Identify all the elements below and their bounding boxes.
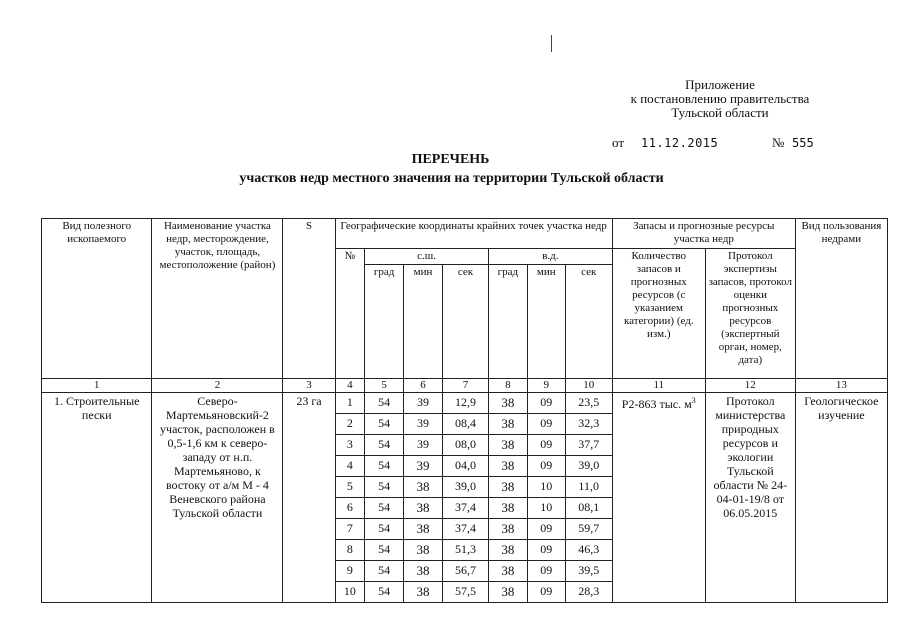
north-min: 39 [404,435,443,456]
north-grad: 54 [365,435,404,456]
mineral-type: 1. Строительные пески [42,393,152,603]
east-sec: 59,7 [565,519,612,540]
east-min: 09 [527,414,565,435]
point-number: 6 [335,498,365,519]
east-min: 09 [527,435,565,456]
point-number: 5 [335,477,365,498]
north-sec: 37,4 [442,498,488,519]
column-number: 7 [442,379,488,393]
column-number: 1 [42,379,152,393]
north-sec: 37,4 [442,519,488,540]
header-north: с.ш. [365,249,489,265]
north-grad: 54 [365,393,404,414]
column-number: 12 [705,379,795,393]
north-min: 39 [404,393,443,414]
north-min: 38 [404,540,443,561]
column-number: 8 [488,379,527,393]
appendix-line: Приложение [685,77,755,92]
north-grad: 54 [365,456,404,477]
unit-superscript: 3 [691,396,696,405]
column-number-row [42,379,888,393]
document-title: ПЕРЕЧЕНЬ [411,152,490,167]
east-grad: 38 [488,498,527,519]
north-min: 38 [404,561,443,582]
document-subtitle: участков недр местного значения на территории Тульской области [239,171,664,186]
east-sec: 28,3 [565,582,612,603]
north-grad: 54 [365,540,404,561]
north-sec: 39,0 [442,477,488,498]
header-e-sec: сек [565,265,612,379]
header-type: Вид полезного ископаемого [42,219,152,379]
usage-type: Геологическое изучение [795,393,887,603]
east-grad: 38 [488,414,527,435]
site-name: Северо-Мартемьяновский-2 участок, расположен в 0,5-1,6 км к северо-западу от н.п. Мартемьяново, к востоку от а/м М - 4 Веневского района Тульской области [152,393,283,603]
column-number: 6 [404,379,443,393]
north-sec: 57,5 [442,582,488,603]
east-min: 09 [527,393,565,414]
east-min: 09 [527,582,565,603]
north-min: 39 [404,414,443,435]
north-grad: 54 [365,561,404,582]
column-number: 13 [795,379,887,393]
east-sec: 23,5 [565,393,612,414]
east-sec: 11,0 [565,477,612,498]
point-number: 2 [335,414,365,435]
point-number: 7 [335,519,365,540]
column-number: 3 [283,379,335,393]
header-e-grad: град [488,265,527,379]
point-number: 10 [335,582,365,603]
east-min: 09 [527,519,565,540]
north-sec: 08,4 [442,414,488,435]
north-sec: 51,3 [442,540,488,561]
header-n-grad: град [365,265,404,379]
north-min: 38 [404,519,443,540]
appendix-line: к постановлению правительства [630,91,810,106]
header-usage: Вид пользования недрами [795,219,887,379]
point-number: 3 [335,435,365,456]
point-number: 9 [335,561,365,582]
east-sec: 37,7 [565,435,612,456]
date-from-label: от [612,135,625,150]
north-min: 39 [404,456,443,477]
point-number: 8 [335,540,365,561]
east-grad: 38 [488,435,527,456]
number-label: № [772,135,785,150]
east-grad: 38 [488,456,527,477]
appendix-line: Тульской области [671,105,769,120]
north-sec: 12,9 [442,393,488,414]
deposits-table [41,218,888,603]
east-grad: 38 [488,561,527,582]
column-number: 9 [527,379,565,393]
header-protocol: Протокол экспертизы запасов, протокол оценки прогнозных ресурсов (экспертный орган, номер, дата) [705,249,795,379]
east-sec: 46,3 [565,540,612,561]
north-min: 38 [404,477,443,498]
east-min: 09 [527,561,565,582]
header-n-min: мин [404,265,443,379]
east-sec: 39,5 [565,561,612,582]
east-min: 10 [527,477,565,498]
reserves-quantity-text: Р2-863 тыс. м [621,397,692,411]
north-sec: 08,0 [442,435,488,456]
header-s: S [283,219,335,379]
table-row [42,393,888,414]
expertise-protocol: Протокол министерства природных ресурсов и экологии Тульской области № 24-04-01-19/8 от 06.05.2015 [705,393,795,603]
number-value: 555 [792,136,814,150]
header-e-min: мин [527,265,565,379]
header-name: Наименование участка недр, месторождение, участок, площадь, местоположение (район) [152,219,283,379]
header-point-num: № [335,249,365,379]
north-grad: 54 [365,477,404,498]
column-number: 11 [612,379,705,393]
east-grad: 38 [488,519,527,540]
north-grad: 54 [365,582,404,603]
east-sec: 08,1 [565,498,612,519]
date-value: 11.12.2015 [641,136,719,150]
column-number: 4 [335,379,365,393]
column-number: 10 [565,379,612,393]
east-sec: 32,3 [565,414,612,435]
point-number: 4 [335,456,365,477]
east-sec: 39,0 [565,456,612,477]
column-number: 5 [365,379,404,393]
appendix-block [560,78,880,120]
site-area: 23 га [283,393,335,603]
scan-mark [551,35,552,52]
east-grad: 38 [488,477,527,498]
column-number: 2 [152,379,283,393]
header-geo: Географические координаты крайних точек участка недр [335,219,612,249]
point-number: 1 [335,393,365,414]
north-grad: 54 [365,519,404,540]
north-min: 38 [404,498,443,519]
east-min: 10 [527,498,565,519]
north-grad: 54 [365,498,404,519]
east-min: 09 [527,456,565,477]
east-grad: 38 [488,540,527,561]
east-min: 09 [527,540,565,561]
header-n-sec: сек [442,265,488,379]
north-sec: 04,0 [442,456,488,477]
north-min: 38 [404,582,443,603]
east-grad: 38 [488,393,527,414]
header-east: в.д. [488,249,612,265]
north-sec: 56,7 [442,561,488,582]
east-grad: 38 [488,582,527,603]
header-reserves: Запасы и прогнозные ресурсы участка недр [612,219,795,249]
north-grad: 54 [365,414,404,435]
reserves-quantity [612,393,705,603]
header-quantity: Количество запасов и прогнозных ресурсов (с указанием категории) (ед. изм.) [612,249,705,379]
